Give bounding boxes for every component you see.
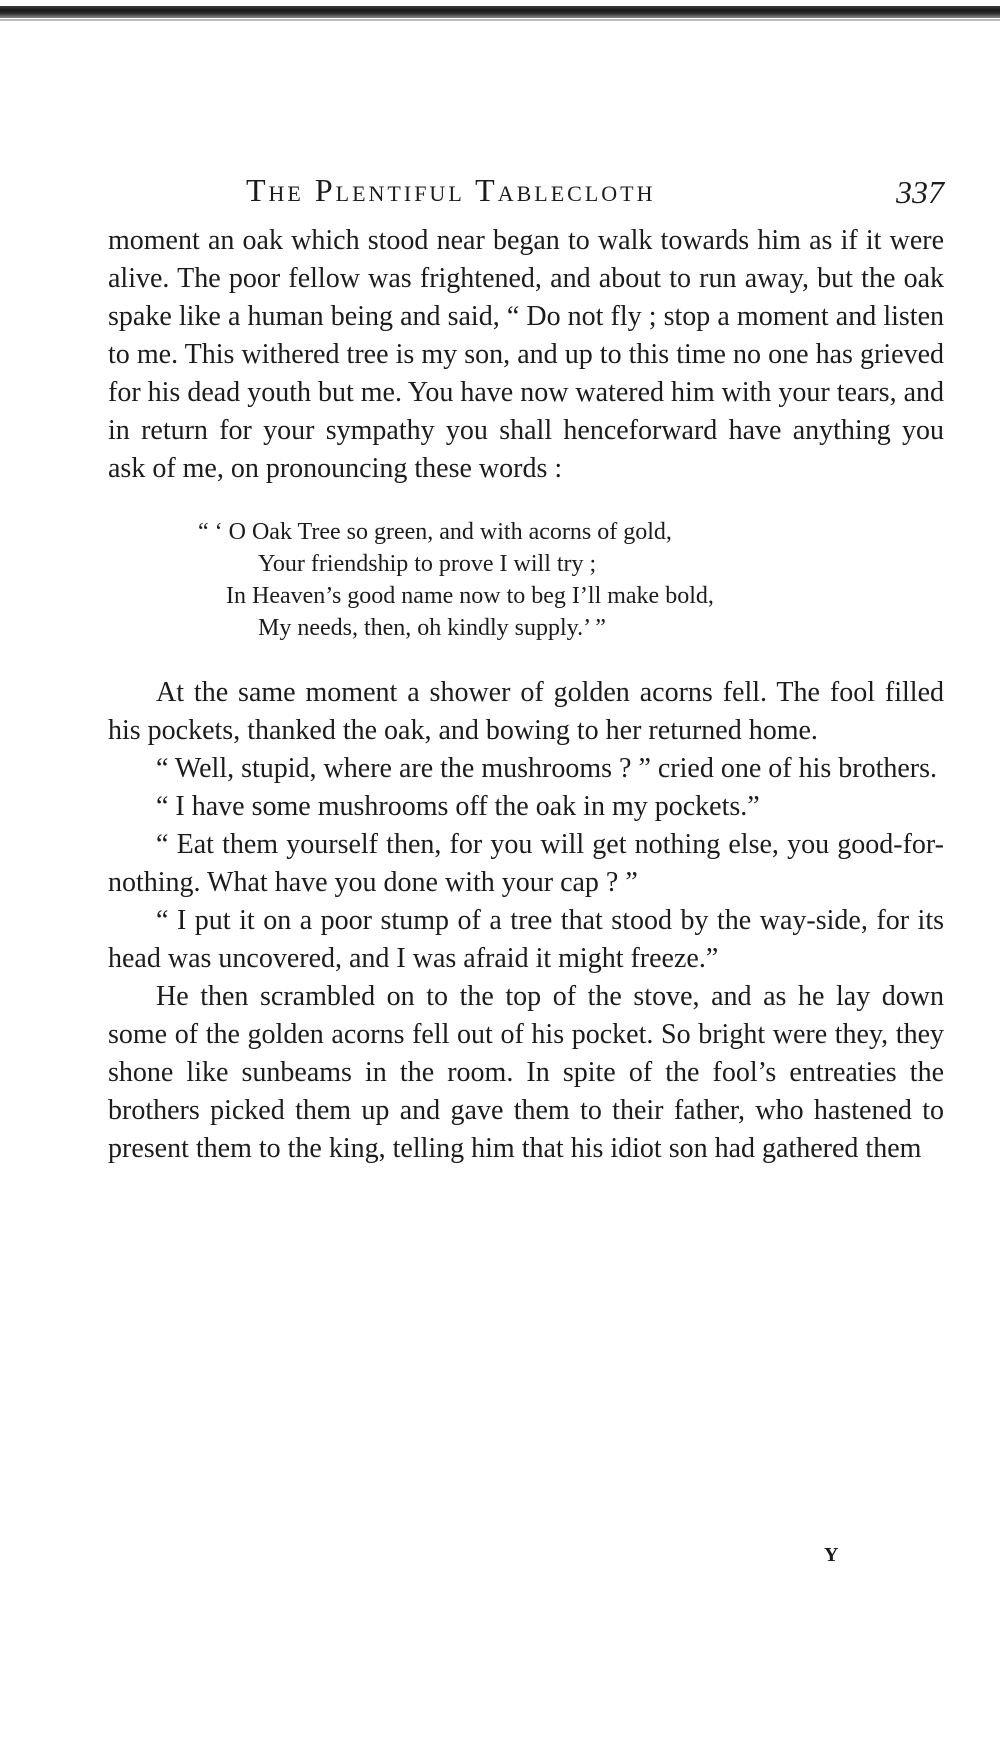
running-title: The Plentiful Tablecloth [246,172,656,208]
top-border-rule [0,6,1000,18]
verse-block [198,516,944,644]
paragraph: “ Eat them yourself then, for you will get nothing else, you good-for-nothing. What have you done with your cap ? ” [108,829,944,898]
page-number: 337 [896,174,944,210]
paragraph-continued: moment an oak which stood near began to walk towards him as if it were alive. The poor fellow was frightened, and about to run away, but the oak spake like a human being and said, “ Do not fly ; stop a moment and listen to me. This withered tree is my son, and up to this time no one has grieved for his dead youth but me. You have now watered him with your tears, and in return for your sympathy you shall henceforward have anything you ask of me, on pronouncing these words : [108,225,944,484]
book-page [108,172,944,1168]
signature-mark: Y [824,1544,840,1566]
paragraph: “ Well, stupid, where are the mushrooms ? ” cried one of his brothers. [156,753,938,784]
running-head [108,172,944,222]
paragraph: “ I put it on a poor stump of a tree that stood by the way-side, for its head was uncovered, and I was afraid it might freeze.” [108,905,944,974]
verse-line: My needs, then, oh kindly supply.’ ” [258,615,606,641]
paragraph: At the same moment a shower of golden acorns fell. The fool filled his pockets, thanked the oak, and bowing to her returned home. [108,677,944,746]
top-border-rule-thin [0,19,1000,21]
verse-line: “ ‘ O Oak Tree so green, and with acorns of gold, [198,519,672,545]
paragraph: He then scrambled on to the top of the stove, and as he lay down some of the golden acorns fell out of his pocket. So bright were they, they shone like sunbeams in the room. In spite of the fool’s entreaties the brothers picked them up and gave them to their father, who hastened to present them to the king, telling him that his idiot son had gathered them [108,981,944,1164]
verse-line: In Heaven’s good name now to beg I’ll make bold, [226,583,714,609]
page-body [108,222,944,1168]
verse-line: Your friendship to prove I will try ; [258,551,597,577]
paragraph: “ I have some mushrooms off the oak in my pockets.” [156,791,760,822]
